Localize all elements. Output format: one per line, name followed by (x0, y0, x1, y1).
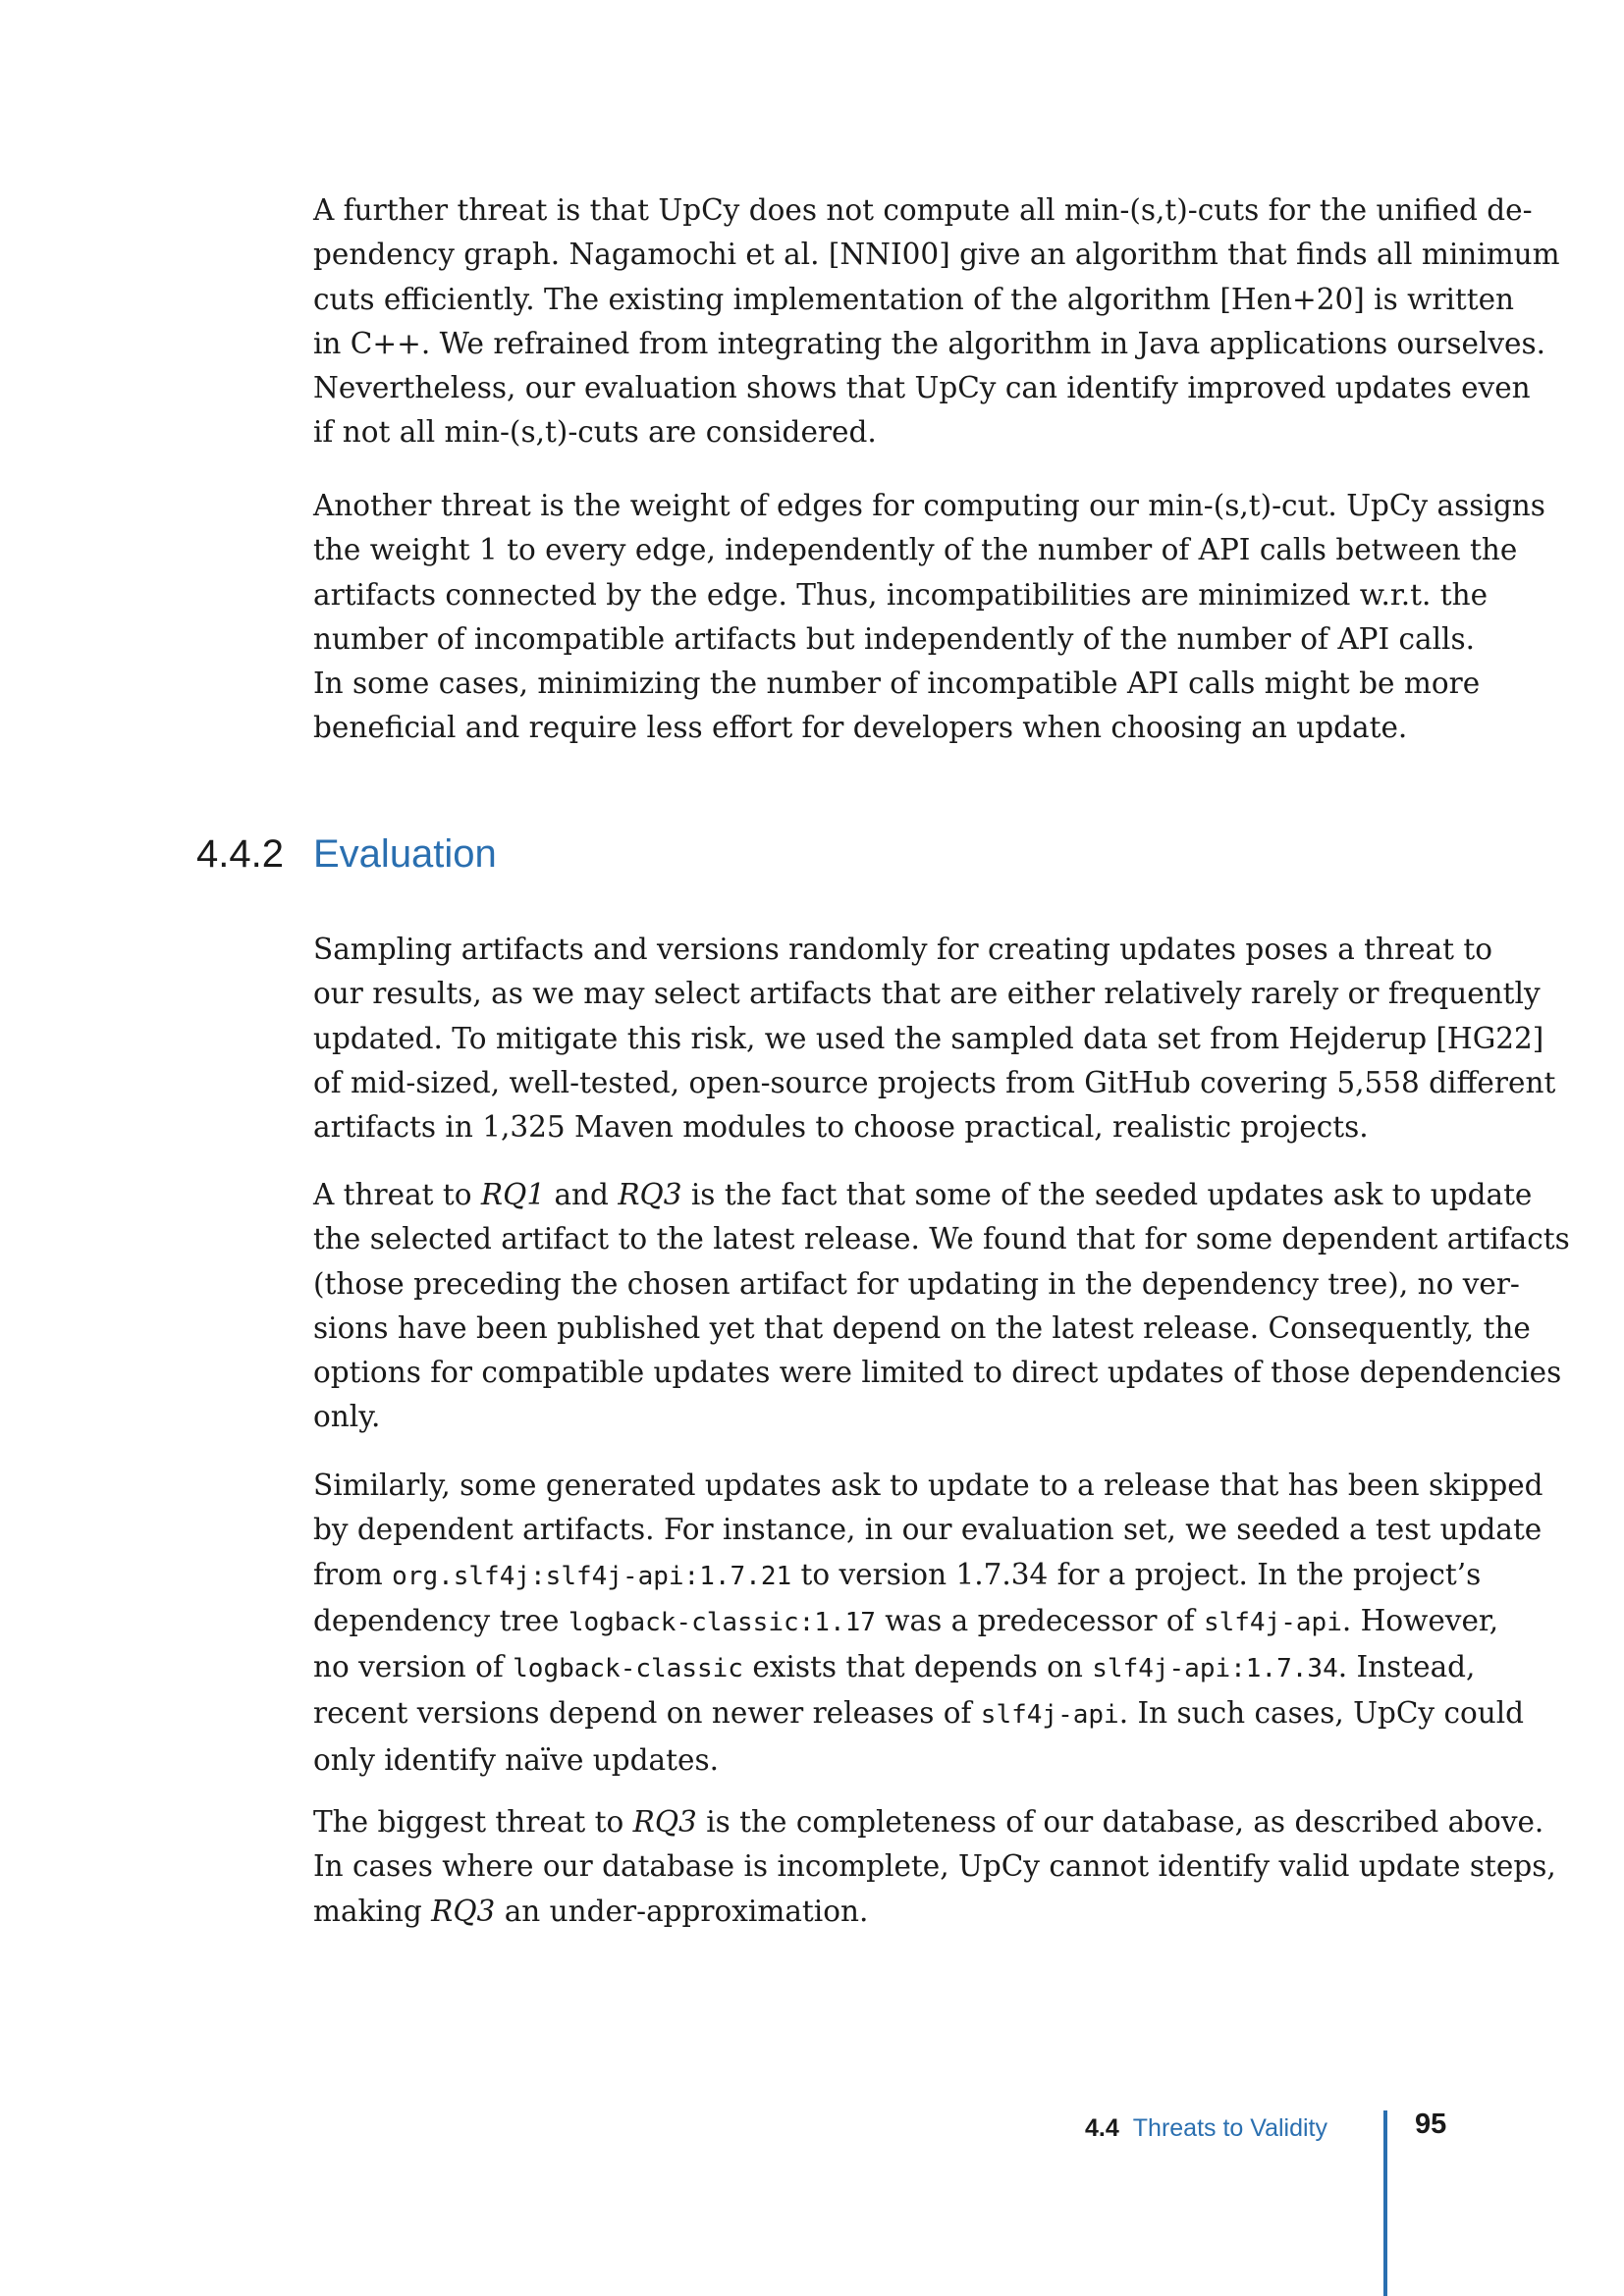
text-line: artifacts connected by the edge. Thus, incompatibilities are minimized w.r.t. the (313, 577, 1489, 612)
paragraph-skipped-release-threat (313, 1464, 1543, 1783)
text-line: our results, as we may select artifacts that are either relatively rarely or frequently (313, 977, 1541, 1011)
text-line: options for compatible updates were limited to direct updates of those dependencies (313, 1356, 1562, 1390)
text-line: updated. To mitigate this risk, we used the sampled data set from Hejderup [HG22] (313, 1021, 1544, 1055)
text-line: A threat to RQ1 and RQ3 is the fact that some of the seeded updates ask to update (313, 1178, 1533, 1211)
paragraph-database-threat (313, 1800, 1556, 1934)
text-line: dependency tree logback-classic:1.17 was a predecessor of slf4j-api. However, (313, 1603, 1499, 1637)
paragraph-edge-weight-threat (313, 484, 1545, 751)
footer-section-number: 4.4 (1085, 2114, 1119, 2142)
text-line: the selected artifact to the latest release. We found that for some dependent artifacts (313, 1222, 1570, 1256)
rq-reference: RQ3 (431, 1894, 496, 1928)
text-line: Nevertheless, our evaluation shows that UpCy can identify improved updates even (313, 371, 1531, 405)
code-artifact: logback-classic:1.17 (568, 1607, 876, 1637)
footer-divider (1383, 2110, 1387, 2296)
text-line: in C++. We refrained from integrating the algorithm in Java applications ourselves. (313, 326, 1546, 360)
text-line: pendency graph. Nagamochi et al. [NNI00] give an algorithm that finds all minimum (313, 238, 1560, 272)
code-artifact: logback-classic (513, 1654, 743, 1684)
text-line: only. (313, 1400, 381, 1434)
running-footer (1085, 2114, 1327, 2143)
rq-reference: RQ3 (632, 1805, 697, 1839)
rq-reference: RQ3 (618, 1178, 682, 1211)
text-line: A further threat is that UpCy does not compute all min-(s,t)-cuts for the unified de- (313, 193, 1533, 227)
code-artifact: slf4j-api (1203, 1607, 1342, 1637)
paragraph-unified-graph-threat (313, 188, 1560, 455)
text-line: The biggest threat to RQ3 is the completeness of our database, as described above. (313, 1805, 1544, 1839)
rq-reference: RQ1 (480, 1178, 546, 1211)
paragraph-sampling-threat (313, 928, 1556, 1149)
text-line: sions have been published yet that depend on the latest release. Consequently, the (313, 1310, 1531, 1345)
text-line: no version of logback-classic exists that depends on slf4j-api:1.7.34. Instead, (313, 1650, 1476, 1684)
text-line: Another threat is the weight of edges for computing our min-(s,t)-cut. UpCy assigns (313, 489, 1545, 522)
text-line: artifacts in 1,325 Maven modules to choose practical, realistic projects. (313, 1110, 1369, 1145)
text-line: making RQ3 an under-approximation. (313, 1894, 869, 1928)
text-line: by dependent artifacts. For instance, in our evaluation set, we seeded a test update (313, 1513, 1543, 1547)
text-line: only identify naïve updates. (313, 1742, 719, 1777)
code-artifact: org.slf4j:slf4j-api:1.7.21 (392, 1561, 792, 1591)
paragraph-latest-release-threat (313, 1173, 1570, 1440)
text-line: In cases where our database is incomplete, UpCy cannot identify valid update steps, (313, 1849, 1556, 1884)
page-number: 95 (1415, 2109, 1447, 2140)
text-line: (those preceding the chosen artifact for updating in the dependency tree), no ver- (313, 1266, 1520, 1301)
section-title: Evaluation (313, 832, 497, 876)
footer-section-title: Threats to Validity (1132, 2114, 1327, 2142)
text-line: the weight 1 to every edge, independently of the number of API calls between the (313, 533, 1518, 567)
text-line: from org.slf4j:slf4j-api:1.7.21 to version 1.7.34 for a project. In the project’s (313, 1557, 1482, 1591)
text-line: Similarly, some generated updates ask to update to a release that has been skipped (313, 1468, 1543, 1502)
code-artifact: slf4j-api:1.7.34 (1092, 1654, 1338, 1684)
text-line: cuts efficiently. The existing implementation of the algorithm [Hen+20] is written (313, 282, 1515, 316)
text-line: In some cases, minimizing the number of incompatible API calls might be more (313, 667, 1481, 701)
text-line: of mid-sized, well-tested, open-source projects from GitHub covering 5,558 different (313, 1065, 1556, 1099)
section-heading (196, 830, 497, 878)
code-artifact: slf4j-api (980, 1700, 1119, 1731)
text-line: beneficial and require less effort for developers when choosing an update. (313, 711, 1408, 745)
text-line: recent versions depend on newer releases of slf4j-api. In such cases, UpCy could (313, 1696, 1525, 1731)
text-line: number of incompatible artifacts but independently of the number of API calls. (313, 621, 1476, 656)
text-line: Sampling artifacts and versions randomly for creating updates poses a threat to (313, 933, 1493, 966)
section-number: 4.4.2 (196, 832, 284, 876)
text-line: if not all min-(s,t)-cuts are considered. (313, 415, 877, 450)
